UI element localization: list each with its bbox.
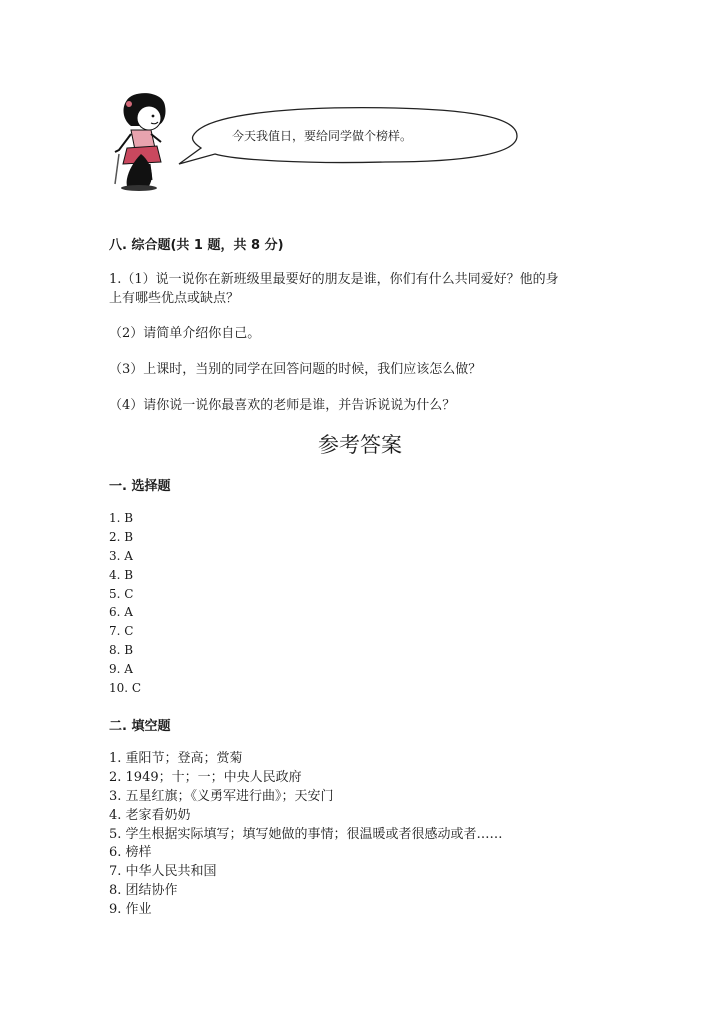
list-item: 6. 榜样 [109,845,152,861]
question-1-part-1-line-1: 1.（1）说一说你在新班级里最要好的朋友是谁，你们有什么共同爱好？他的身 [109,272,559,287]
choice-answer-list [109,509,141,698]
list-item: 3. A [109,548,133,563]
question-1-part-3: （3）上课时，当别的同学在回答问题的时候，我们应该怎么做？ [109,362,482,377]
speech-bubble-text: 今天我值日，要给同学做个榜样。 [232,129,413,143]
list-item: 2. B [109,529,134,544]
list-item: 7. 中华人民共和国 [109,864,217,880]
list-item: 9. 作业 [109,902,152,918]
list-item: 1. B [109,511,134,525]
list-item: 5. 学生根据实际填写；填写她做的事情；很温暖或者很感动或者…… [109,826,503,842]
list-item: 4. B [109,567,134,582]
list-item: 1. 重阳节；登高；赏菊 [109,751,243,766]
list-item: 9. A [109,662,133,677]
list-item: 10. C [109,681,142,696]
question-1-part-4: （4）请你说一说你最喜欢的老师是谁，并告诉说说为什么？ [109,398,456,413]
list-item: 3. 五星红旗；《义勇军进行曲》；天安门 [109,788,334,804]
girl-figure-icon [115,93,166,191]
list-item: 7. C [109,624,134,639]
list-item: 6. A [109,605,133,620]
list-item: 8. B [109,643,134,658]
list-item: 4. 老家看奶奶 [109,807,191,823]
answer-key-title: 参考答案 [318,433,402,457]
list-item: 8. 团结协作 [109,883,178,899]
question-1-part-2: （2）请简单介绍你自己。 [109,326,261,341]
section-heading-comprehensive: 八. 综合题(共 1 题，共 8 分) [109,238,284,253]
list-item: 2. 1949；十；一；中央人民政府 [109,769,302,785]
fill-answer-list [109,750,503,920]
list-item: 5. C [109,586,134,601]
section-heading-fill: 二. 填空题 [109,719,171,734]
question-1-part-1-line-2: 上有哪些优点或缺点？ [109,291,240,306]
section-heading-choice: 一. 选择题 [109,479,171,494]
